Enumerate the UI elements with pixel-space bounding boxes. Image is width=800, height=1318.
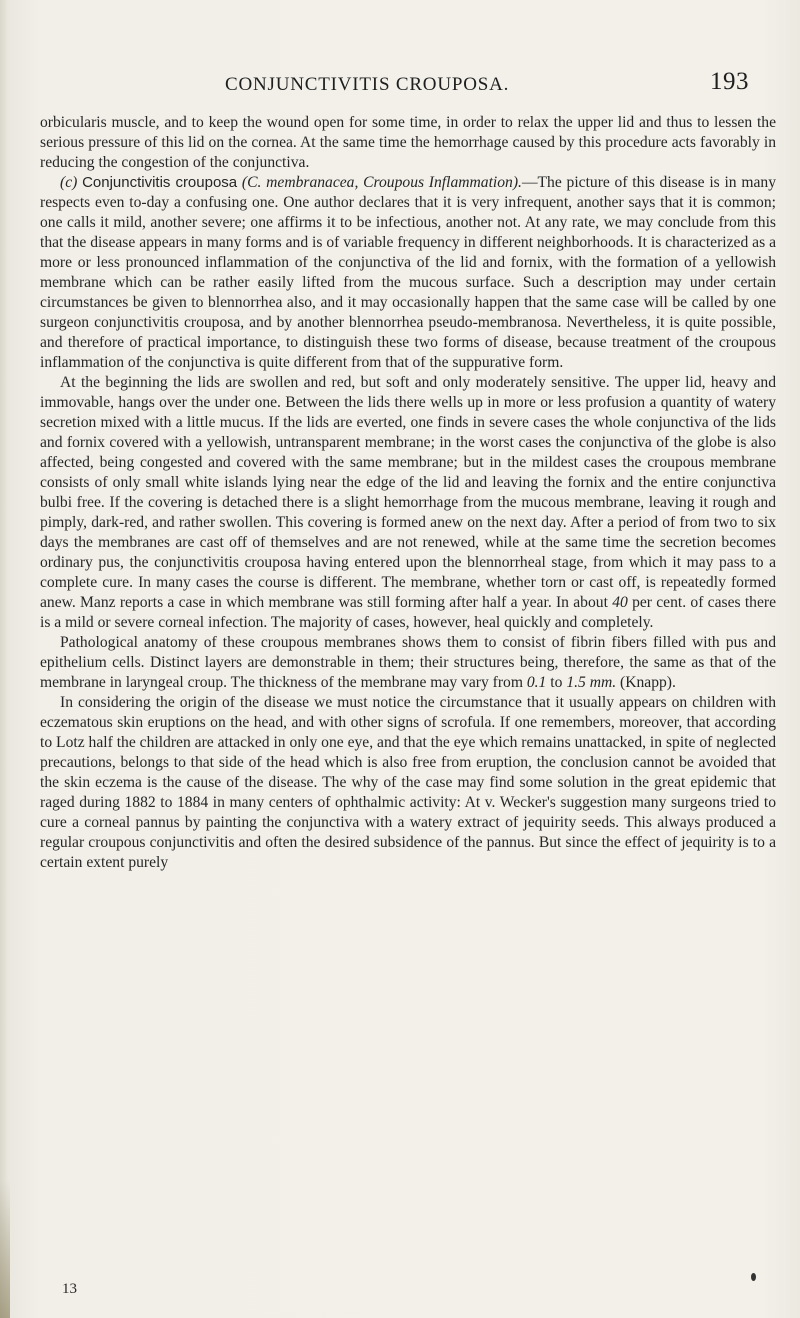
thickness-min: 0.1 [526, 674, 547, 691]
paragraph-1 [40, 113, 776, 173]
running-title: CONJUNCTIVITIS CROUPOSA. [225, 74, 510, 95]
ink-speck [751, 1273, 756, 1281]
paragraph-4 [40, 633, 776, 693]
paragraph-4-tail: (Knapp). [620, 674, 676, 691]
paragraph-2 [40, 173, 776, 373]
thickness-to: to [550, 674, 563, 691]
body-text [40, 113, 776, 873]
section-synonyms: (C. membranacea, Croupous Inflammation). [241, 174, 522, 191]
section-term: Conjunctivitis crouposa [82, 174, 238, 191]
paragraph-2-text: —The picture of this disease is in many respects even to-day a confusing one. One author declares that it is very infrequent, another says that it is common; one calls it mild, another severe; one affirms it to be infectious, another not. At any rate, we may conclude from this that the disease appears in many forms and is of variable frequency in different neighborhoods. It is characterized as a more or less pronounced inflammation of the conjunctiva of the lid and fornix, with the formation of a yellowish membrane which can be rather easily lifted from the mucous surface. Such a description may under certain circumstances be given to blennorrhea also, and it may occasionally happen that the same case will be called by one surgeon conjunctivitis crouposa, and by another blennorrhea pseudo-membranosa. Nevertheless, it is quite possible, and therefore of practical importance, to distinguish these two forms of disease, because treatment of the croupous inflammation of the conjunctiva is quite different from that of the suppurative form. [40, 174, 776, 371]
page-edge-shadow [0, 0, 8, 1318]
paragraph-5 [40, 693, 776, 873]
page-number: 193 [710, 68, 749, 95]
page-header [0, 68, 800, 108]
thickness-max: 1.5 mm. [566, 674, 617, 691]
signature-mark: 13 [62, 1281, 77, 1297]
paragraph-3-tail: per cent. of cases there is a mild or severe corneal infection. The majority of cases, however, heal quickly and completely. [40, 594, 776, 631]
page-edge-stain [0, 1180, 10, 1318]
paragraph-3 [40, 373, 776, 633]
paragraph-4-text: Pathological anatomy of these croupous membranes shows them to consist of fibrin fibers filled with pus and epithelium cells. Distinct layers are demonstrable in them; their structures being, therefore, the same as that of the membrane in laryngeal croup. The thickness of the membrane may vary from [40, 634, 776, 691]
percent-value: 40 [612, 594, 628, 611]
paragraph-5-text: In considering the origin of the disease we must notice the circumstance that it usually appears on children with eczematous skin eruptions on the head, and with other signs of scrofula. If one remembers, moreover, that according to Lotz half the children are attacked in only one eye, and that the eye which remains unattacked, in spite of neglected precautions, belongs to that side of the head which is also free from eruption, the conclusion cannot be avoided that the skin eczema is the cause of the disease. The why of the case may find some solution in the great epidemic that raged during 1882 to 1884 in many centers of ophthalmic activity: At v. Wecker's suggestion many surgeons tried to cure a corneal pannus by painting the conjunctiva with a watery extract of jequirity seeds. This always produced a regular croupous conjunctivitis and often the desired subsidence of the pannus. But since the effect of jequirity is to a certain extent purely [40, 694, 776, 871]
paragraph-3-text: At the beginning the lids are swollen and red, but soft and only moderately sensitive. The upper lid, heavy and immovable, hangs over the under one. Between the lids there wells up in more or less profusion a quantity of watery secretion mixed with a little mucus. If the lids are everted, one finds in severe cases the whole conjunctiva of the lids and fornix covered with a yellowish, untransparent membrane; in the worst cases the conjunctiva of the globe is also affected, being congested and covered with the same membrane; but in the mildest cases the croupous membrane consists of only small white islands lying near the edge of the lid and leaving the fornix and the entire conjunctiva bulbi free. If the covering is detached there is a slight hemorrhage from the mucous membrane, leaving it rough and pimply, dark-red, and rather swollen. This covering is formed anew on the next day. After a period of from two to six days the membranes are cast off of themselves and are not renewed, while at the same time the secretion becomes ordinary pus, the conjunctivitis crouposa having entered upon the blennorrheal stage, from which it may pass to a complete cure. In many cases the course is different. The membrane, whether torn or cast off, is repeatedly formed anew. Manz reports a case in which membrane was still forming after half a year. In about [40, 374, 776, 611]
section-label: (c) [60, 174, 78, 191]
paragraph-1-text: orbicularis muscle, and to keep the wound open for some time, in order to relax the upper lid and thus to lessen the serious pressure of this lid on the cornea. At the same time the hemorrhage caused by this procedure acts favorably in reducing the congestion of the conjunctiva. [40, 114, 776, 171]
